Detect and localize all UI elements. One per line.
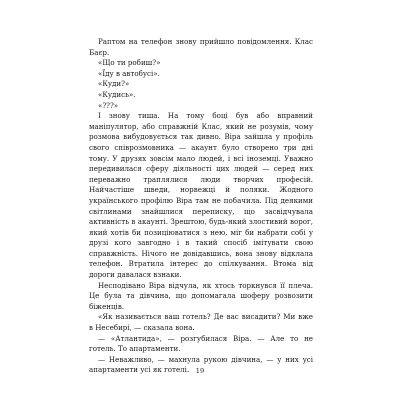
paragraph: «???» [98,100,119,110]
paragraph: — Неважливо, — махнула рукою дівчина, — у них усі апартаменти усі як готелі. [89,354,313,375]
paragraph: «Їду в автобусі». [98,68,160,78]
paragraph: І знову тиша. На тому боці був або вправний маніпулятор, або справжній Клас, який не розумів, чому розмова вибудовується так дивно. Віра зайшла у профіль свого співрозмовника — акаунт було створено три дні тому. У друзях зовсім мало людей, і всі іноземці. Уважно передивилася сферу діяльності цих людей — серед них переважно траплялися люди творчих професій. Найчастіше шведи, норвежці й поляки. Жодного українського профілю Віра там не побачила. Під деякими світлинами знайшлися переписку, що засвідчувала активність в акаунті. Зрештою, будь-який злостивий ворог, який хотів би позиціюватися з нею, міг би набрати собі у друзі кого завгодно і в такий спосіб імітувати свою справжність. Нічого не довідавшись, вона знову відклала телефон. Втратила інтерес до спілкування. Втома від дороги давалася взнаки. [89,111,313,280]
paragraph: Несподівано Віра відчула, як хтось торкнувся її плеча. Це була та дівчина, що допомагала шоферу розвозити біженців. [89,280,313,311]
page-number: 19 [195,367,205,375]
text-column [89,37,313,376]
paragraph: «Що ти робиш?» [98,58,161,68]
paragraph: — «Атлантида», — розгубилася Віра. — Але то не готель. То апартаменти. [89,333,313,354]
paragraph: Раптом на телефон знову прийшло повідомлення. Клас Баєр. [89,37,313,57]
paragraph: «Куди?» [98,79,130,89]
paragraph: «Як називається ваш готель? Де вас висадити? Ми вже в Несебирі, — сказала вона. [89,312,313,333]
paragraph: «Кудись». [98,89,136,99]
